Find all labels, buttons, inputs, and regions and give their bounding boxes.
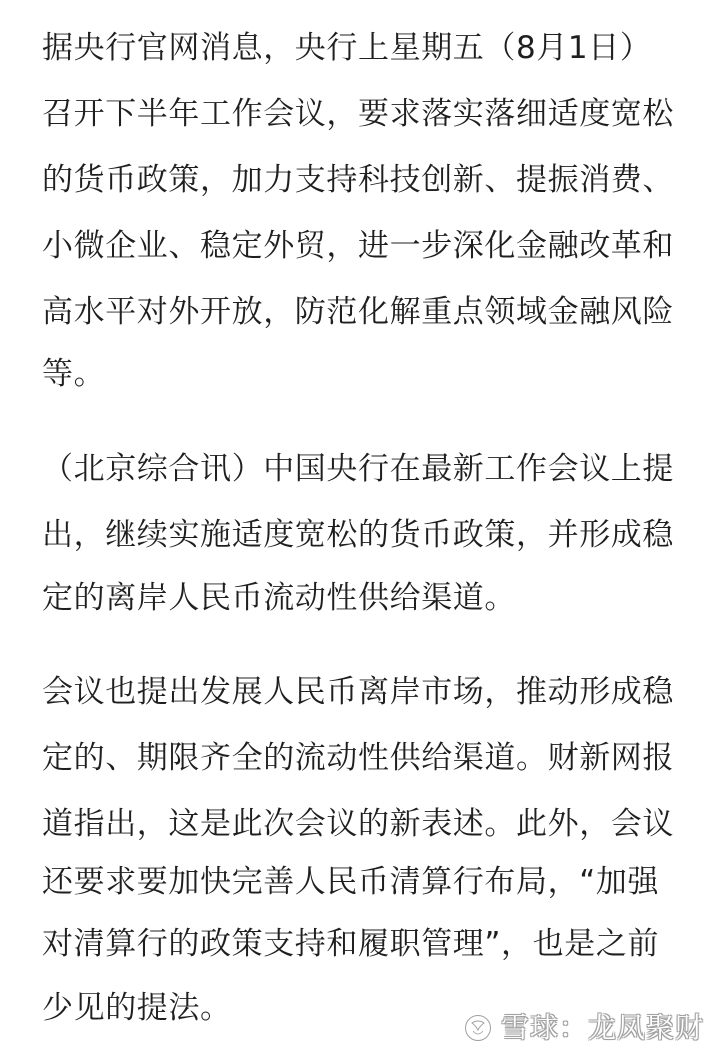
paragraph-line: 的货币政策，加力支持科技创新、提振消费、	[42, 162, 674, 198]
paragraph-line: 据央行官网消息，央行上星期五（8月1日）	[42, 30, 652, 66]
paragraph-line: 高水平对外开放，防范化解重点领域金融风险	[42, 294, 674, 330]
paragraph-line: 召开下半年工作会议，要求落实落细适度宽松	[42, 96, 674, 132]
watermark	[463, 1008, 704, 1048]
paragraph-line: 会议也提出发展人民币离岸市场，推动形成稳	[42, 674, 674, 710]
paragraph-line: 还要求要加快完善人民币清算行布局，“加强	[42, 864, 660, 900]
watermark-text: 雪球：龙凤聚财	[500, 1011, 704, 1044]
paragraph-line: 定的离岸人民币流动性供给渠道。	[42, 580, 516, 616]
paragraph-line: 等。	[42, 356, 106, 392]
snowball-logo-icon	[463, 1013, 493, 1043]
paragraph-line: 道指出，这是此次会议的新表述。此外，会议	[42, 806, 674, 842]
paragraph-line: 对清算行的政策支持和履职管理”，也是之前	[42, 926, 660, 962]
paragraph-line: 定的、期限齐全的流动性供给渠道。财新网报	[42, 740, 674, 776]
paragraph-line: 少见的提法。	[42, 990, 232, 1026]
paragraph-line: 出，继续实施适度宽松的货币政策，并形成稳	[42, 517, 674, 553]
paragraph-line: （北京综合讯）中国央行在最新工作会议上提	[42, 451, 674, 487]
paragraph-line: 小微企业、稳定外贸，进一步深化金融改革和	[42, 228, 674, 264]
